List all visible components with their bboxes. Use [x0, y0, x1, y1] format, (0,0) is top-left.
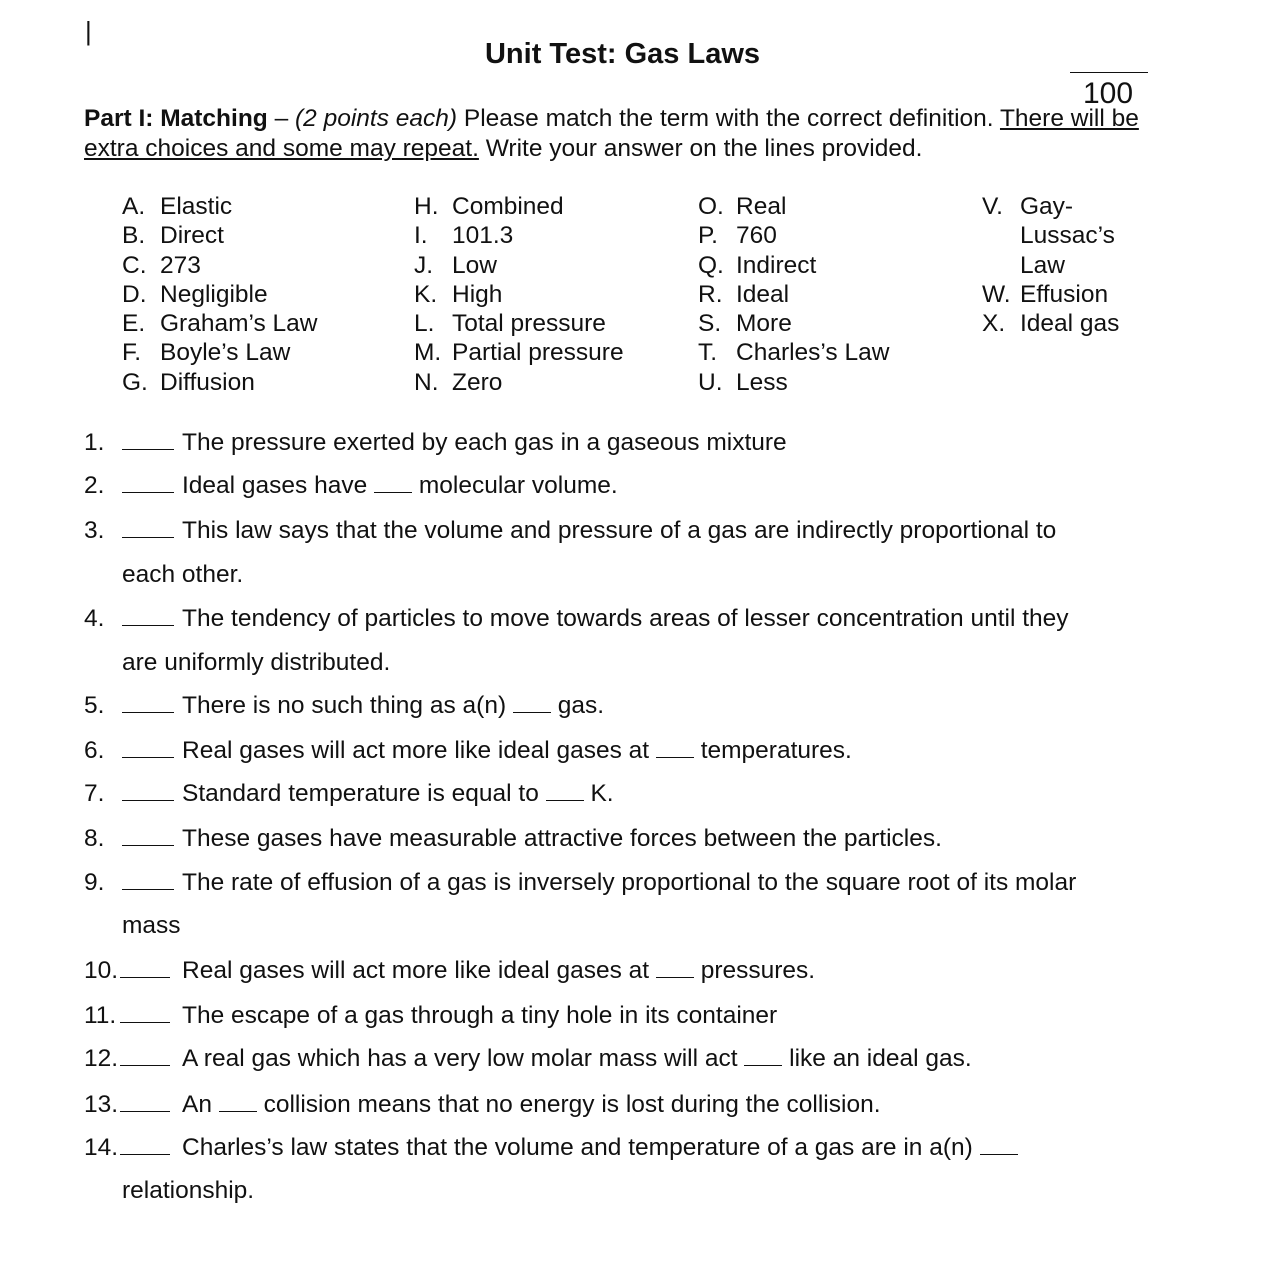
choice-term: High	[452, 280, 503, 308]
answer-blank[interactable]	[120, 1154, 170, 1155]
question-item	[84, 1046, 972, 1072]
choice-item	[122, 368, 318, 397]
choice-letter: Q.	[698, 251, 724, 279]
choice-term: 101.3	[452, 222, 514, 250]
inline-fill-blank	[656, 757, 694, 758]
choice-term: Partial pressure	[452, 339, 624, 367]
question-number: 13.	[84, 1091, 119, 1118]
question-number: 14.	[84, 1134, 119, 1161]
choice-term: Zero	[452, 368, 503, 396]
question-text: These gases have measurable attractive forces between the particles.	[182, 825, 942, 852]
choice-letter: N.	[414, 368, 439, 396]
choice-term: 760	[736, 222, 777, 250]
question-number: 5.	[84, 692, 105, 719]
choice-item	[122, 338, 318, 367]
choice-letter: O.	[698, 193, 724, 220]
question-item	[84, 958, 815, 984]
choice-item	[982, 251, 1119, 280]
choice-item	[982, 221, 1119, 250]
answer-blank[interactable]	[120, 1111, 170, 1112]
choice-item	[414, 368, 624, 397]
question-text: The tendency of particles to move towards areas of lesser concentration until they	[182, 605, 1069, 632]
choice-item	[414, 221, 624, 250]
choice-term: Less	[736, 368, 788, 396]
choice-letter	[982, 221, 1020, 250]
question-item	[84, 518, 1056, 544]
choice-term: Lussac’s	[1020, 222, 1115, 250]
choice-letter: P.	[698, 222, 718, 250]
choice-item	[414, 251, 624, 280]
question-number: 1.	[84, 429, 105, 456]
choice-term: Negligible	[160, 280, 268, 308]
question-item	[84, 693, 604, 719]
question-item	[84, 473, 618, 499]
question-text: Real gases will act more like ideal gases at	[182, 957, 656, 984]
choice-term: More	[736, 310, 792, 338]
choice-letter: V.	[982, 193, 1003, 220]
choice-term: Law	[1020, 251, 1065, 279]
choice-letter: G.	[122, 368, 148, 396]
question-text-end: pressures.	[693, 957, 816, 984]
points-note: (2 points each)	[295, 105, 458, 132]
choice-letter: M.	[414, 339, 442, 367]
question-item	[84, 826, 942, 852]
choice-item	[698, 338, 889, 367]
answer-blank[interactable]	[120, 1022, 170, 1023]
question-number: 3.	[84, 517, 105, 544]
choice-letter: C.	[122, 251, 147, 279]
question-number: 8.	[84, 825, 105, 852]
choice-term: Charles’s Law	[736, 339, 890, 367]
choice-letter: F.	[122, 339, 142, 367]
question-text: Real gases will act more like ideal gases at	[182, 737, 656, 764]
choice-letter: E.	[122, 310, 146, 338]
answer-blank[interactable]	[122, 625, 174, 626]
question-text: Ideal gases have	[182, 472, 375, 499]
choice-item	[122, 221, 318, 250]
choice-item	[698, 368, 889, 397]
text-cursor: |	[85, 16, 92, 46]
question-item	[84, 1135, 1018, 1161]
inline-fill-blank	[744, 1065, 782, 1066]
choice-letter: D.	[122, 280, 147, 308]
choice-letter: J.	[414, 251, 434, 279]
answer-blank[interactable]	[122, 845, 174, 846]
choice-term: Boyle’s Law	[160, 339, 291, 367]
inline-fill-blank	[546, 800, 584, 801]
choice-term: Ideal gas	[1020, 310, 1120, 338]
choice-letter: U.	[698, 368, 723, 396]
question-number: 7.	[84, 780, 105, 807]
question-text: The rate of effusion of a gas is inversely proportional to the square root of its molar	[182, 869, 1077, 896]
question-item	[84, 870, 1076, 896]
question-number: 4.	[84, 605, 105, 632]
choice-term: Ideal	[736, 280, 790, 308]
page-title: Unit Test: Gas Laws	[484, 38, 761, 70]
question-text: This law says that the volume and pressure of a gas are indirectly proportional to	[182, 517, 1057, 544]
question-text-end: like an ideal gas.	[782, 1045, 972, 1072]
question-number: 6.	[84, 737, 105, 764]
question-text: Charles’s law states that the volume and temperature of a gas are in a(n)	[182, 1134, 980, 1161]
question-continuation: each other.	[122, 561, 244, 588]
answer-blank[interactable]	[120, 977, 170, 978]
choice-term: Indirect	[736, 251, 817, 279]
choice-letter: K.	[414, 280, 438, 308]
answer-blank[interactable]	[120, 1065, 170, 1066]
choice-term: Gay-	[1020, 193, 1074, 220]
question-number: 2.	[84, 472, 105, 499]
question-text-end: collision means that no energy is lost during the collision.	[256, 1091, 881, 1118]
choice-term: Real	[736, 193, 787, 220]
choice-term: Graham’s Law	[160, 310, 318, 338]
choice-item	[414, 338, 624, 367]
instructions-text-end: Write your answer on the lines provided.	[478, 135, 923, 162]
question-text-end: K.	[583, 780, 614, 807]
question-text: An	[182, 1091, 219, 1118]
choice-term: Combined	[452, 193, 564, 220]
question-item	[84, 1003, 777, 1029]
answer-blank[interactable]	[122, 449, 174, 450]
choice-term: Low	[452, 251, 497, 279]
extra-choices-note: There will be extra choices and some may repeat.	[84, 105, 1139, 162]
question-item	[84, 738, 852, 764]
choice-item	[698, 221, 889, 250]
instructions	[84, 104, 1164, 164]
choice-letter: B.	[122, 222, 146, 250]
choices-column-3	[698, 192, 889, 397]
choice-item	[414, 309, 624, 338]
choice-item	[414, 192, 624, 221]
answer-blank[interactable]	[122, 492, 174, 493]
choice-letter: A.	[122, 193, 146, 220]
choice-letter: W.	[982, 280, 1011, 308]
choice-item	[122, 309, 318, 338]
choice-letter: H.	[414, 193, 439, 220]
choice-term: Effusion	[1020, 280, 1109, 308]
score-total: 100	[1083, 77, 1134, 110]
choice-item	[414, 280, 624, 309]
choice-term: 273	[160, 251, 201, 279]
choices-column-1	[122, 192, 318, 397]
question-item	[84, 1092, 881, 1118]
choice-letter: X.	[982, 310, 1006, 338]
choice-letter: T.	[698, 339, 718, 367]
choice-letter	[982, 251, 1020, 280]
question-item	[84, 781, 614, 807]
choice-item	[982, 280, 1119, 309]
question-item	[84, 430, 787, 456]
choice-item	[698, 192, 889, 221]
choice-item	[122, 192, 318, 221]
question-item	[84, 606, 1069, 632]
instructions-text: Please match the term with the correct definition.	[457, 105, 1000, 132]
inline-fill-blank	[374, 492, 412, 493]
answer-blank[interactable]	[122, 712, 174, 713]
question-text-end: gas.	[550, 692, 605, 719]
choices-column-4	[982, 192, 1119, 338]
answer-blank[interactable]	[122, 757, 174, 758]
choice-term: Elastic	[160, 193, 233, 220]
question-continuation: mass	[122, 912, 181, 939]
choice-item	[982, 309, 1119, 338]
question-continuation: relationship.	[122, 1177, 255, 1204]
choice-term: Direct	[160, 222, 224, 250]
question-text-end: molecular volume.	[412, 472, 618, 499]
question-continuation: are uniformly distributed.	[122, 649, 391, 676]
question-text: There is no such thing as a(n)	[182, 692, 513, 719]
choice-letter: S.	[698, 310, 722, 338]
inline-fill-blank	[980, 1154, 1018, 1155]
answer-blank[interactable]	[122, 800, 174, 801]
choice-term: Total pressure	[452, 310, 606, 338]
question-number: 10.	[84, 957, 119, 984]
choice-letter: R.	[698, 280, 723, 308]
choice-item	[698, 280, 889, 309]
question-number: 9.	[84, 869, 105, 896]
inline-fill-blank	[513, 712, 551, 713]
choice-letter: I.	[414, 222, 428, 250]
choice-item	[698, 309, 889, 338]
instructions-dash: –	[267, 105, 296, 132]
question-text: A real gas which has a very low molar mass will act	[182, 1045, 745, 1072]
choices-column-2	[414, 192, 624, 397]
choice-item	[698, 251, 889, 280]
question-text: Standard temperature is equal to	[182, 780, 546, 807]
choice-item	[122, 251, 318, 280]
question-text: The pressure exerted by each gas in a gaseous mixture	[182, 429, 787, 456]
choice-item	[982, 192, 1119, 221]
question-number: 12.	[84, 1045, 119, 1072]
choice-item	[122, 280, 318, 309]
inline-fill-blank	[656, 977, 694, 978]
question-number: 11.	[84, 1002, 117, 1029]
question-text-end: temperatures.	[693, 737, 852, 764]
part-label: Part I: Matching	[84, 105, 268, 132]
inline-fill-blank	[219, 1111, 257, 1112]
answer-blank[interactable]	[122, 889, 174, 890]
choice-letter: L.	[414, 310, 435, 338]
choice-term: Diffusion	[160, 368, 255, 396]
answer-blank[interactable]	[122, 537, 174, 538]
score-line	[1070, 72, 1148, 73]
question-text: The escape of a gas through a tiny hole in its container	[182, 1002, 778, 1029]
